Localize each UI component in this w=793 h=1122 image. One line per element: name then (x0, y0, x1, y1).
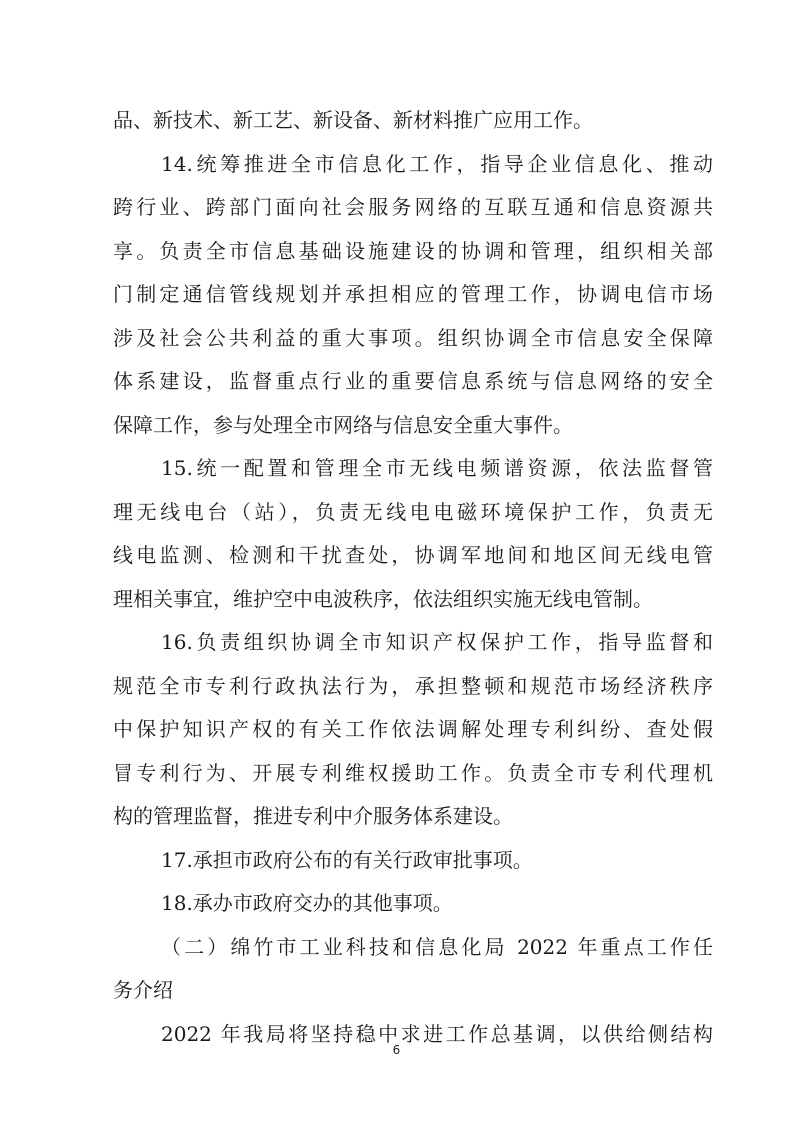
text-line: 理无线电台（站），负责无线电电磁环境保护工作，负责无 (113, 499, 713, 524)
text-line: 线电监测、检测和干扰查处，协调军地间和地区间无线电管 (113, 543, 713, 567)
page-number: 6 (392, 1043, 401, 1057)
text-line: 涉及社会公共利益的重大事项。组织协调全市信息安全保障 (113, 325, 713, 350)
text-line: 门制定通信管线规划并承担相应的管理工作，协调电信市场 (113, 282, 713, 306)
text-line: 品、新技术、新工艺、新设备、新材料推广应用工作。 (113, 108, 593, 132)
text-line: 中保护知识产权的有关工作依法调解处理专利纠纷、查处假 (113, 717, 713, 741)
paragraph-17: 17.承担市政府公布的有关行政审批事项。 (161, 847, 533, 872)
paragraph-14-first-line: 14.统筹推进全市信息化工作，指导企业信息化、推动 (161, 151, 713, 176)
section-heading: （二）绵竹市工业科技和信息化局 2022 年重点工作任 (161, 934, 713, 959)
paragraph-16-first-line: 16.负责组织协调全市知识产权保护工作，指导监督和 (161, 630, 713, 654)
text-line: 跨行业、跨部门面向社会服务网络的互联互通和信息资源共 (113, 195, 713, 219)
section-heading-continued: 务介绍 (113, 978, 173, 1002)
text-line: 规范全市专利行政执法行为，承担整顿和规范市场经济秩序 (113, 673, 713, 698)
text-line: 冒专利行为、开展专利维权援助工作。负责全市专利代理机 (113, 760, 713, 785)
text-line: 体系建设，监督重点行业的重要信息系统与信息网络的安全 (113, 369, 713, 393)
paragraph-2022-first-line: 2022 年我局将坚持稳中求进工作总基调，以供给侧结构 (161, 1021, 713, 1046)
text-line: 理相关事宜，维护空中电波秩序，依法组织实施无线电管制。 (113, 586, 653, 611)
paragraph-18: 18.承办市政府交办的其他事项。 (161, 891, 453, 915)
text-line: 享。负责全市信息基础设施建设的协调和管理，组织相关部 (113, 238, 713, 263)
text-line: 构的管理监督，推进专利中介服务体系建设。 (113, 804, 513, 828)
paragraph-15-first-line: 15.统一配置和管理全市无线电频谱资源，依法监督管 (161, 456, 713, 480)
text-line: 保障工作，参与处理全市网络与信息安全重大事件。 (113, 412, 573, 437)
